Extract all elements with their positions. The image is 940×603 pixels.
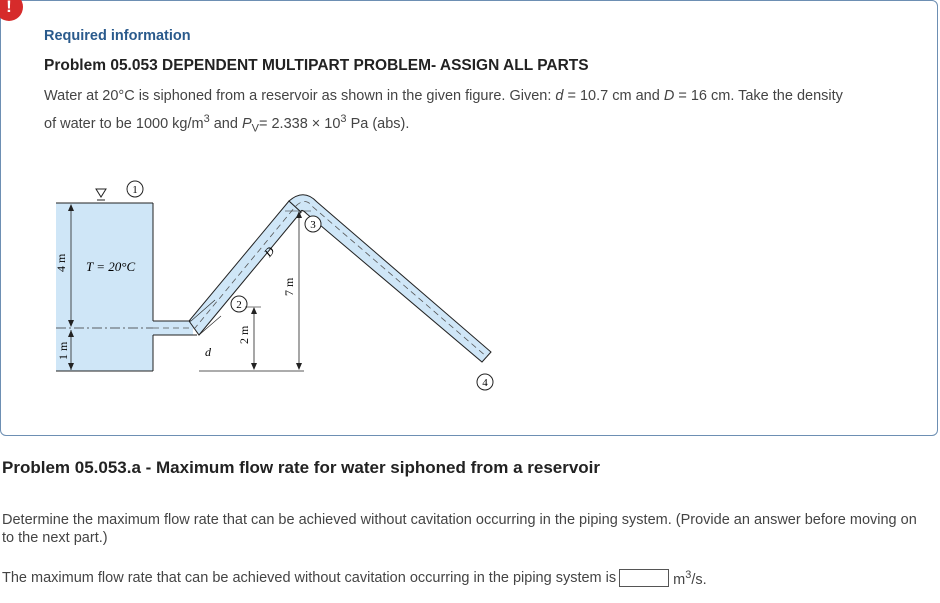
point-1-label: 1 <box>132 184 138 196</box>
answer-row <box>2 569 707 588</box>
answer-label: The maximum flow rate that can be achieved without cavitation occurring in the piping system is <box>2 570 617 587</box>
reservoir-water <box>56 203 153 371</box>
part-a-question: Determine the maximum flow rate that can be achieved without cavitation occurring in the piping system. (Provide an answer before moving on to the next part.) <box>2 512 917 546</box>
alert-icon: ! <box>0 0 23 21</box>
problem-description: Water at 20°C is siphoned from a reservoir as shown in the given figure. Given: d = 10.7 cm and D = 16 cm. Take the density of water to be 1000 $kg/m^3$ and $P_V= 2.338 \times 10^3$ Pa (abs). <box>44 88 843 135</box>
d-label: d <box>205 345 211 359</box>
required-info-heading: Required information <box>44 28 191 44</box>
temperature-label: T = 20°C <box>86 259 136 274</box>
answer-unit: $m^3/s$. <box>673 569 707 588</box>
dim-2m-label: 2 m <box>237 325 251 344</box>
dim-4m-label: 4 m <box>54 253 68 272</box>
free-surface-icon <box>96 189 106 197</box>
siphon-figure <box>49 176 509 398</box>
part-a-title: Problem 05.053.a - Maximum flow rate for water siphoned from a reservoir <box>2 458 601 477</box>
dim-1m-label: 1 m <box>56 341 70 360</box>
point-2-label: 2 <box>236 299 242 311</box>
D-label: D <box>261 243 278 260</box>
point-4-label: 4 <box>482 377 488 389</box>
dim-7m-label: 7 m <box>282 277 296 296</box>
flow-rate-input[interactable] <box>619 569 669 587</box>
problem-title: Problem 05.053 DEPENDENT MULTIPART PROBLEM- ASSIGN ALL PARTS <box>44 57 589 74</box>
point-3-label: 3 <box>310 219 316 231</box>
